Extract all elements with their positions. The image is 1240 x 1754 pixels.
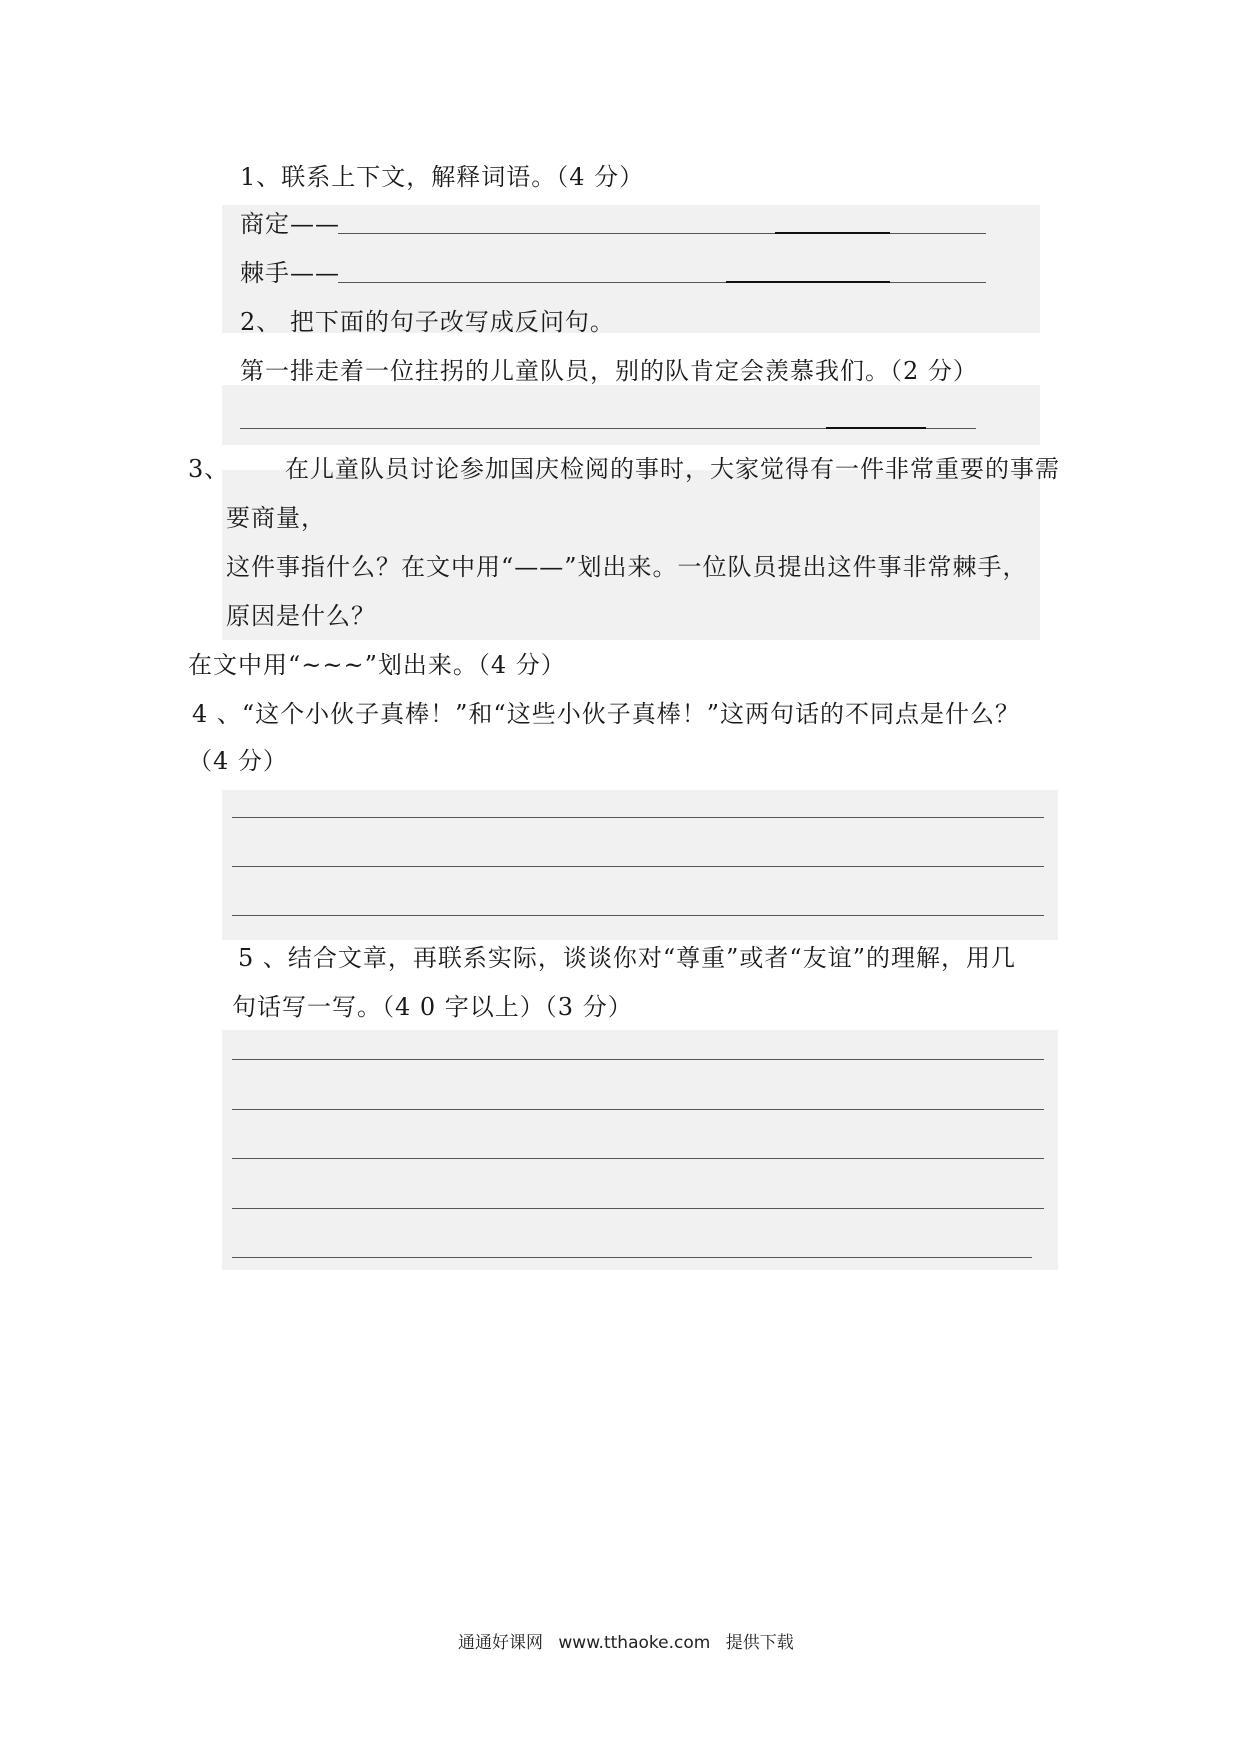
q5-answer-line-1 (232, 1059, 1044, 1060)
q2-prompt: 2、 把下面的句子改写成反问句。 (240, 308, 615, 336)
q3-line2: 要商量， (226, 504, 326, 532)
q5-answer-line-4 (232, 1208, 1044, 1209)
q5-answer-line-3 (232, 1158, 1044, 1159)
q1-answer-line-1-overlay (775, 232, 890, 234)
q4-answer-line-2 (232, 866, 1044, 867)
shade-q4 (222, 790, 1058, 940)
q5-answer-line-2 (232, 1109, 1044, 1110)
q5-line1: 5 、结合文章，再联系实际，谈谈你对“尊重”或者“友谊”的理解，用几 (238, 944, 1016, 972)
q2-sentence: 第一排走着一位拄拐的儿童队员，别的队肯定会羡慕我们。（2 分） (240, 357, 978, 385)
q4-prompt: 4 、“这个小伙子真棒！”和“这些小伙子真棒！”这两句话的不同点是什么？ (192, 700, 1020, 728)
footer-action: 提供下载 (725, 1633, 794, 1653)
q3-line5: 在文中用“~~~”划出来。（4 分） (188, 651, 566, 679)
q2-answer-line-overlay (826, 427, 926, 429)
q3-line1: 在儿童队员讨论参加国庆检阅的事时，大家觉得有一件非常重要的事需 (285, 455, 1060, 483)
footer-url[interactable]: www.tthaoke.com (558, 1633, 711, 1653)
q3-line3: 这件事指什么？在文中用“——”划出来。一位队员提出这件事非常棘手， (226, 553, 1028, 581)
q1-prompt: 1、联系上下文，解释词语。（4 分） (240, 163, 645, 191)
q4-score: （4 分） (188, 747, 288, 775)
q4-answer-line-1 (232, 817, 1044, 818)
q5-answer-line-5 (232, 1257, 1032, 1258)
q1-answer-line-2-overlay (726, 281, 890, 283)
footer-site: 通通好课网 (458, 1633, 543, 1653)
shade-q2 (222, 385, 1040, 445)
q3-line4: 原因是什么？ (226, 602, 376, 630)
q3-number: 3、 (188, 455, 230, 483)
q5-line2: 句话写一写。（4 0 字以上）（3 分） (232, 993, 633, 1021)
q1-word1: 商定—— (240, 210, 340, 238)
page-footer (458, 1632, 794, 1654)
shade-q5 (222, 1030, 1058, 1270)
q4-answer-line-3 (232, 915, 1044, 916)
q1-word2: 棘手—— (240, 259, 340, 287)
